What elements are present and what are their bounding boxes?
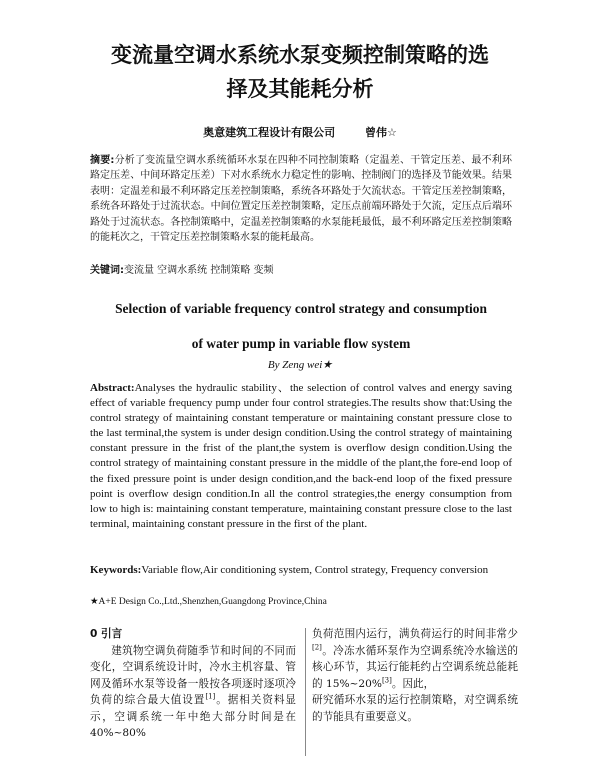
intro-paragraph-1 xyxy=(90,643,296,742)
abstract-cn-label: 摘要: xyxy=(90,155,115,166)
body-column-right xyxy=(312,626,518,725)
abstract-en-text: Analyses the hydraulic stability、the selection of control valves and energy saving effect of variable frequency pump under four control strategies.The results show that:Using the control strategy of maintaining constant temperature or maintaining constant pressure close to the last terminal,the system is under design condition.Using the control strategy of maintaining constant pressure in the frist of the plant,the system is overflow design condition.Using the control strategy of maintaining constant pressure in the middle of the plant,the fore-end loop of the fixed pressure point is under design condition,and the back-end loop of the fixed pressure point is overflow design condition.In all the control strategies,the energy consumption from low to high is: maintaining constant temperature, maintaining constant pressure close to the last terminal, maintaining constant pressure in the first of the plant. xyxy=(90,382,512,530)
citation-3: [3] xyxy=(381,675,392,684)
paper-title-en xyxy=(90,291,512,361)
intro-left-text-b: 。据相关资料显示，空调系统一年中绝大部分时间是在 40%~80% xyxy=(90,694,297,739)
author-name-cn: 曾伟☆ xyxy=(364,126,397,139)
body-column-left xyxy=(90,626,296,742)
keywords-cn-label: 关键词: xyxy=(90,265,124,276)
intro-right-text-c: 。因此， xyxy=(391,677,435,690)
intro-left-text-a: 建筑物空调负荷随季节和时间的不同而变化，空调系统设计时，冷水主机容量、管网及循环水泵等设备一般按各项逐时逐项冷负荷的综合最大值设置 xyxy=(90,644,296,706)
section-heading-introduction: 0 引言 xyxy=(90,628,123,640)
title-cn-line-1: 变流量空调水系统水泵变频控制策略的选 xyxy=(111,43,489,67)
intro-right-text-a: 负荷范围内运行，满负荷运行的时间非常少 xyxy=(312,628,518,640)
keywords-cn-text: 变流量 空调水系统 控制策略 变频 xyxy=(124,265,274,276)
author-en: By Zeng wei★ xyxy=(267,359,333,371)
title-en-line-1: Selection of variable frequency control strategy and consumption xyxy=(115,301,487,316)
abstract-cn xyxy=(90,153,512,245)
affiliation: ★A+E Design Co.,Ltd.,Shenzhen,Guangdong Province,China xyxy=(90,597,327,607)
citation-1: [1] xyxy=(205,692,216,701)
abstract-en-label: Abstract: xyxy=(90,382,135,394)
abstract-en xyxy=(90,381,512,532)
title-en-line-2: of water pump in variable flow system xyxy=(191,336,411,351)
intro-paragraph-1-continued xyxy=(312,626,518,692)
keywords-en-text: Variable flow,Air conditioning system, Control strategy, Frequency conversion xyxy=(141,564,489,576)
keywords-en-label: Keywords: xyxy=(90,564,142,576)
abstract-cn-text: 分析了变流量空调水系统循环水泵在四种不同控制策略（定温差、干管定压差、最不利环路定压差、中间环路定压差）下对水系统水力稳定性的影响、控制阀门的选择及节能效果。结果表明：定温差和最不利环路定压差控制策略，系统各环路处于欠流状态。干管定压差控制策略，系统各环路处于过流状态。中间位置定压差控制策略，定压点前端环路处于欠流，定压点后端环路处于过流状态。各控制策略中，定温差控制策略的水泵能耗最低，最不利环路定压差控制策略的能耗次之，干管定压差控制策略水泵的能耗最高。 xyxy=(90,155,512,244)
organization-cn: 奥意建筑工程设计有限公司 xyxy=(203,126,336,139)
intro-right-text-b: 。冷冻水循环泵作为空调系统冷水输送的核心环节，其运行能耗约占空调系统总能耗的 15%~20% xyxy=(312,644,518,690)
author-line-cn xyxy=(0,124,600,140)
keywords-cn xyxy=(90,263,512,278)
keywords-en xyxy=(90,563,512,578)
intro-paragraph-2: 研究循环水泵的运行控制策略，对空调系统的节能具有重要意义。 xyxy=(312,694,518,723)
column-divider xyxy=(305,628,306,756)
title-cn-line-2: 择及其能耗分析 xyxy=(226,77,374,101)
citation-2: [2] xyxy=(312,642,322,651)
paper-title-cn xyxy=(60,38,540,106)
